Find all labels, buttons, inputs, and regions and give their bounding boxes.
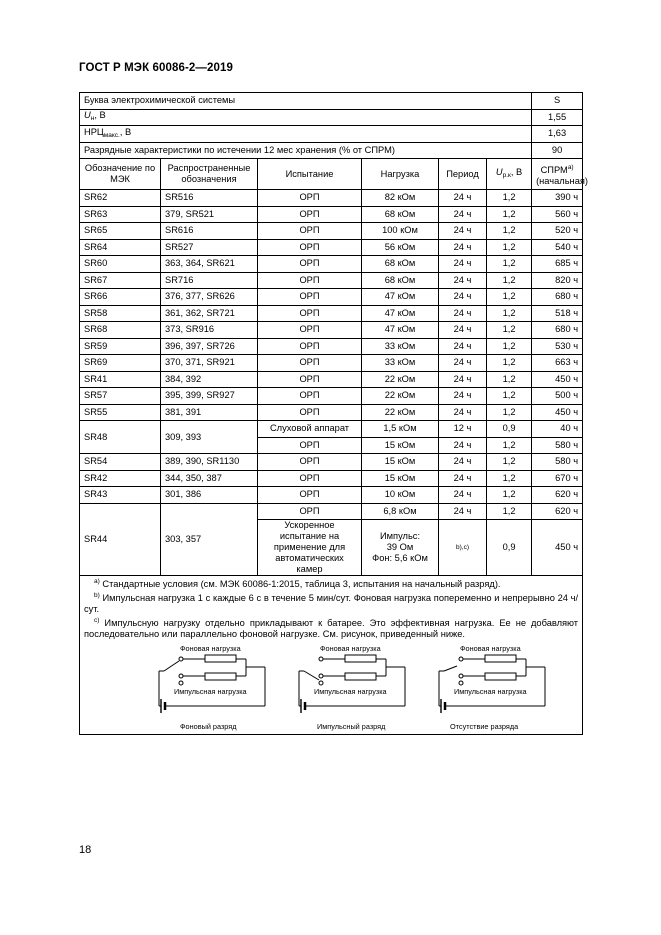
cell-common: SR716 <box>161 272 258 289</box>
sprm-footnote-mark: a) <box>567 163 574 171</box>
cell-period: 24 ч <box>439 437 487 454</box>
cell-sprm: 560 ч <box>532 206 583 223</box>
cell-voltage: 1,2 <box>487 437 532 454</box>
voltage-unit: , В <box>510 167 523 177</box>
footnotes <box>80 576 583 735</box>
cell-sprm: 580 ч <box>532 437 583 454</box>
cell-period: b),c) <box>439 520 487 576</box>
cell-test: ОРП <box>258 190 362 207</box>
cell-sprm: 450 ч <box>532 404 583 421</box>
cell-test: ОРП <box>258 272 362 289</box>
cell-period: 24 ч <box>439 371 487 388</box>
cell-sprm: 530 ч <box>532 338 583 355</box>
cell-test: ОРП <box>258 305 362 322</box>
cell-test: ОРП <box>258 322 362 339</box>
document-header: ГОСТ Р МЭК 60086-2—2019 <box>79 62 233 74</box>
cell-period: 24 ч <box>439 206 487 223</box>
cell-iec: SR43 <box>80 487 161 504</box>
load-pulse-label: Импульс: <box>379 531 421 541</box>
cell-test: ОРП <box>258 503 362 520</box>
cell-iec: SR44 <box>80 503 161 576</box>
cell-voltage: 1,2 <box>487 223 532 240</box>
load-pulse-value: 39 Ом <box>386 542 414 552</box>
cell-period: 24 ч <box>439 487 487 504</box>
cell-common: 389, 390, SR1130 <box>161 454 258 471</box>
cell-iec: SR66 <box>80 289 161 306</box>
cell-sprm: 620 ч <box>532 503 583 520</box>
cell-load: 15 кОм <box>362 454 439 471</box>
diagram-caption: Фоновый разряд <box>180 722 237 731</box>
cell-load: 6,8 кОм <box>362 503 439 520</box>
table-row <box>80 470 583 487</box>
cell-voltage: 1,2 <box>487 190 532 207</box>
cell-voltage: 1,2 <box>487 470 532 487</box>
cell-voltage: 1,2 <box>487 256 532 273</box>
cell-load: 22 кОм <box>362 388 439 405</box>
sprm-sublabel: (начальная) <box>536 175 588 186</box>
system-label: Буква электрохимической системы <box>80 93 532 110</box>
meta-row-hrp <box>80 126 583 143</box>
cell-period: 24 ч <box>439 289 487 306</box>
cell-iec: SR57 <box>80 388 161 405</box>
cell-common: SR527 <box>161 239 258 256</box>
table-row <box>80 256 583 273</box>
cell-sprm: 620 ч <box>532 487 583 504</box>
table-row <box>80 190 583 207</box>
cell-load: 68 кОм <box>362 256 439 273</box>
table-row <box>80 289 583 306</box>
cell-iec: SR68 <box>80 322 161 339</box>
col-header-period: Период <box>439 159 487 190</box>
meta-row-discharge <box>80 142 583 159</box>
pulse-load-label: Импульсная нагрузка <box>174 687 247 696</box>
load-background-value: Фон: 5,6 кОм <box>372 553 428 563</box>
cell-period: 24 ч <box>439 272 487 289</box>
hrp-unit: , В <box>119 126 132 137</box>
cell-test: ОРП <box>258 437 362 454</box>
cell-voltage: 1,2 <box>487 355 532 372</box>
cell-load: 22 кОм <box>362 404 439 421</box>
hrp-value: 1,63 <box>532 126 583 143</box>
cell-sprm: 40 ч <box>532 421 583 438</box>
cell-period: 24 ч <box>439 305 487 322</box>
cell-common: 301, 386 <box>161 487 258 504</box>
cell-common: SR516 <box>161 190 258 207</box>
cell-period: 24 ч <box>439 388 487 405</box>
cell-test: ОРП <box>258 289 362 306</box>
un-unit: , В <box>94 110 106 121</box>
cell-load: 33 кОм <box>362 355 439 372</box>
cell-test: ОРП <box>258 338 362 355</box>
cell-test: ОРП <box>258 487 362 504</box>
cell-load: 47 кОм <box>362 289 439 306</box>
cell-sprm: 500 ч <box>532 388 583 405</box>
col-header-voltage <box>487 159 532 190</box>
cell-sprm: 450 ч <box>532 371 583 388</box>
hrp-symbol: НРЦ <box>84 126 104 137</box>
table-row <box>80 421 583 438</box>
discharge-value: 90 <box>532 142 583 159</box>
cell-voltage: 1,2 <box>487 503 532 520</box>
footnote-b <box>84 590 578 615</box>
cell-test: ОРП <box>258 206 362 223</box>
cell-iec: SR42 <box>80 470 161 487</box>
table-row <box>80 239 583 256</box>
cell-period: 24 ч <box>439 256 487 273</box>
footnote-b-mark: b) <box>94 592 100 599</box>
cell-iec: SR60 <box>80 256 161 273</box>
cell-test: ОРП <box>258 223 362 240</box>
cell-test: ОРП <box>258 388 362 405</box>
voltage-symbol: U <box>495 167 503 177</box>
cell-voltage: 1,2 <box>487 404 532 421</box>
pulse-load-label: Импульсная нагрузка <box>314 687 387 696</box>
cell-load: 56 кОм <box>362 239 439 256</box>
cell-common: 376, 377, SR626 <box>161 289 258 306</box>
cell-iec: SR65 <box>80 223 161 240</box>
cell-voltage: 1,2 <box>487 289 532 306</box>
notes-row <box>80 576 583 735</box>
cell-iec: SR69 <box>80 355 161 372</box>
table-row <box>80 487 583 504</box>
cell-load: 100 кОм <box>362 223 439 240</box>
table-row <box>80 371 583 388</box>
cell-test: ОРП <box>258 371 362 388</box>
cell-iec: SR67 <box>80 272 161 289</box>
cell-voltage: 1,2 <box>487 322 532 339</box>
cell-iec: SR63 <box>80 206 161 223</box>
cell-sprm: 820 ч <box>532 272 583 289</box>
table-body-main <box>80 190 583 421</box>
column-header-row <box>80 159 583 190</box>
cell-common: 373, SR916 <box>161 322 258 339</box>
table-body-secondary <box>80 454 583 504</box>
cell-load: 33 кОм <box>362 338 439 355</box>
table-row <box>80 272 583 289</box>
cell-period: 24 ч <box>439 223 487 240</box>
voltage-subscript: р.к <box>502 172 511 179</box>
cell-load: 10 кОм <box>362 487 439 504</box>
un-symbol: U <box>84 110 91 121</box>
table-row <box>80 503 583 520</box>
circuit-diagram-pulse <box>292 642 412 734</box>
cell-period: 24 ч <box>439 322 487 339</box>
cell-common: SR616 <box>161 223 258 240</box>
col-header-iec: Обозначение по МЭК <box>80 159 161 190</box>
cell-period: 24 ч <box>439 239 487 256</box>
hrp-label <box>80 126 532 143</box>
table-row <box>80 404 583 421</box>
cell-period: 24 ч <box>439 404 487 421</box>
cell-period: 24 ч <box>439 503 487 520</box>
cell-test: ОРП <box>258 355 362 372</box>
footnote-c-mark: c) <box>94 617 100 624</box>
background-load-label: Фоновая нагрузка <box>460 644 521 653</box>
table-row <box>80 388 583 405</box>
cell-load <box>362 520 439 576</box>
cell-sprm: 663 ч <box>532 355 583 372</box>
cell-voltage: 1,2 <box>487 206 532 223</box>
cell-common: 303, 357 <box>161 503 258 576</box>
circuit-diagrams <box>84 642 578 734</box>
cell-load: 1,5 кОм <box>362 421 439 438</box>
footnote-a-mark: a) <box>94 578 100 585</box>
cell-common: 361, 362, SR721 <box>161 305 258 322</box>
cell-common: 370, 371, SR921 <box>161 355 258 372</box>
cell-load: 47 кОм <box>362 322 439 339</box>
cell-load: 68 кОм <box>362 206 439 223</box>
cell-load: 47 кОм <box>362 305 439 322</box>
cell-period: 24 ч <box>439 470 487 487</box>
cell-iec: SR58 <box>80 305 161 322</box>
meta-row-system <box>80 93 583 110</box>
table-row <box>80 355 583 372</box>
cell-common: 395, 399, SR927 <box>161 388 258 405</box>
pulse-load-label: Импульсная нагрузка <box>454 687 527 696</box>
cell-voltage: 1,2 <box>487 371 532 388</box>
col-header-common: Распространенные обозначения <box>161 159 258 190</box>
system-value: S <box>532 93 583 110</box>
cell-sprm: 450 ч <box>532 520 583 576</box>
un-label <box>80 109 532 126</box>
col-header-load: Нагрузка <box>362 159 439 190</box>
diagram-caption: Импульсный разряд <box>317 722 386 731</box>
cell-voltage: 1,2 <box>487 487 532 504</box>
cell-common: 344, 350, 387 <box>161 470 258 487</box>
cell-period: 24 ч <box>439 190 487 207</box>
footnote-a <box>84 576 578 590</box>
cell-common: 384, 392 <box>161 371 258 388</box>
cell-iec: SR54 <box>80 454 161 471</box>
un-value: 1,55 <box>532 109 583 126</box>
battery-spec-table <box>79 92 588 735</box>
un-subscript: н <box>90 115 95 123</box>
cell-common: 309, 393 <box>161 421 258 454</box>
discharge-label: Разрядные характеристики по истечении 12 мес хранения (% от СПРМ) <box>80 142 532 159</box>
cell-iec: SR55 <box>80 404 161 421</box>
background-load-label: Фоновая нагрузка <box>320 644 381 653</box>
circuit-diagram-none <box>432 642 552 734</box>
background-load-label: Фоновая нагрузка <box>180 644 241 653</box>
table-row <box>80 322 583 339</box>
cell-voltage: 1,2 <box>487 305 532 322</box>
cell-common: 379, SR521 <box>161 206 258 223</box>
cell-test: ОРП <box>258 239 362 256</box>
cell-period: 24 ч <box>439 338 487 355</box>
cell-common: 381, 391 <box>161 404 258 421</box>
cell-iec: SR64 <box>80 239 161 256</box>
cell-voltage: 1,2 <box>487 239 532 256</box>
cell-period: 24 ч <box>439 355 487 372</box>
cell-sprm: 540 ч <box>532 239 583 256</box>
col-header-test: Испытание <box>258 159 362 190</box>
meta-row-un <box>80 109 583 126</box>
footnote-a-text: Стандартные условия (см. МЭК 60086-1:2015, таблица 3, испытания на начальный разряд). <box>102 579 501 589</box>
cell-iec: SR59 <box>80 338 161 355</box>
cell-voltage: 1,2 <box>487 338 532 355</box>
circuit-diagram-background <box>152 642 272 734</box>
footnote-c-text: Импульсную нагрузку отдельно прикладывают к батарее. Это эффективная нагрузка. Ее не добавляют последовательно или параллельно фоновой нагрузке. См. рисунок, приведенный ниже. <box>84 618 579 639</box>
cell-test: ОРП <box>258 404 362 421</box>
cell-common: 396, 397, SR726 <box>161 338 258 355</box>
cell-period: 24 ч <box>439 454 487 471</box>
cell-test: Ускоренное испытание на применение для автоматических камер <box>258 520 362 576</box>
cell-voltage: 0,9 <box>487 520 532 576</box>
cell-sprm: 680 ч <box>532 322 583 339</box>
cell-test: ОРП <box>258 454 362 471</box>
cell-sprm: 670 ч <box>532 470 583 487</box>
cell-load: 22 кОм <box>362 371 439 388</box>
cell-test: ОРП <box>258 256 362 273</box>
cell-sprm: 518 ч <box>532 305 583 322</box>
footnote-b-text: Импульсная нагрузка 1 с каждые 6 с в течение 5 мин/сут. Фоновая нагрузка попеременно и непрерывно 24 ч/сут. <box>84 593 579 614</box>
cell-voltage: 1,2 <box>487 454 532 471</box>
cell-voltage: 1,2 <box>487 388 532 405</box>
cell-sprm: 580 ч <box>532 454 583 471</box>
cell-sprm: 520 ч <box>532 223 583 240</box>
page-number: 18 <box>79 844 92 856</box>
table-row <box>80 454 583 471</box>
cell-voltage: 0,9 <box>487 421 532 438</box>
cell-load: 82 кОм <box>362 190 439 207</box>
cell-load: 15 кОм <box>362 470 439 487</box>
footnote-c <box>84 615 578 640</box>
diagram-caption: Отсутствие разряда <box>450 722 519 731</box>
cell-common: 363, 364, SR621 <box>161 256 258 273</box>
cell-iec: SR48 <box>80 421 161 454</box>
cell-voltage: 1,2 <box>487 272 532 289</box>
cell-sprm: 680 ч <box>532 289 583 306</box>
cell-period: 12 ч <box>439 421 487 438</box>
col-header-sprm <box>532 159 588 190</box>
cell-load: 15 кОм <box>362 437 439 454</box>
cell-sprm: 685 ч <box>532 256 583 273</box>
cell-iec: SR62 <box>80 190 161 207</box>
table-row <box>80 206 583 223</box>
cell-sprm: 390 ч <box>532 190 583 207</box>
cell-test: ОРП <box>258 470 362 487</box>
hrp-subscript: макс. <box>103 131 120 139</box>
table-row <box>80 305 583 322</box>
cell-iec: SR41 <box>80 371 161 388</box>
table-row <box>80 338 583 355</box>
cell-test: Слуховой аппарат <box>258 421 362 438</box>
cell-load: 68 кОм <box>362 272 439 289</box>
sprm-label: СПРМ <box>540 164 568 175</box>
table-row <box>80 223 583 240</box>
